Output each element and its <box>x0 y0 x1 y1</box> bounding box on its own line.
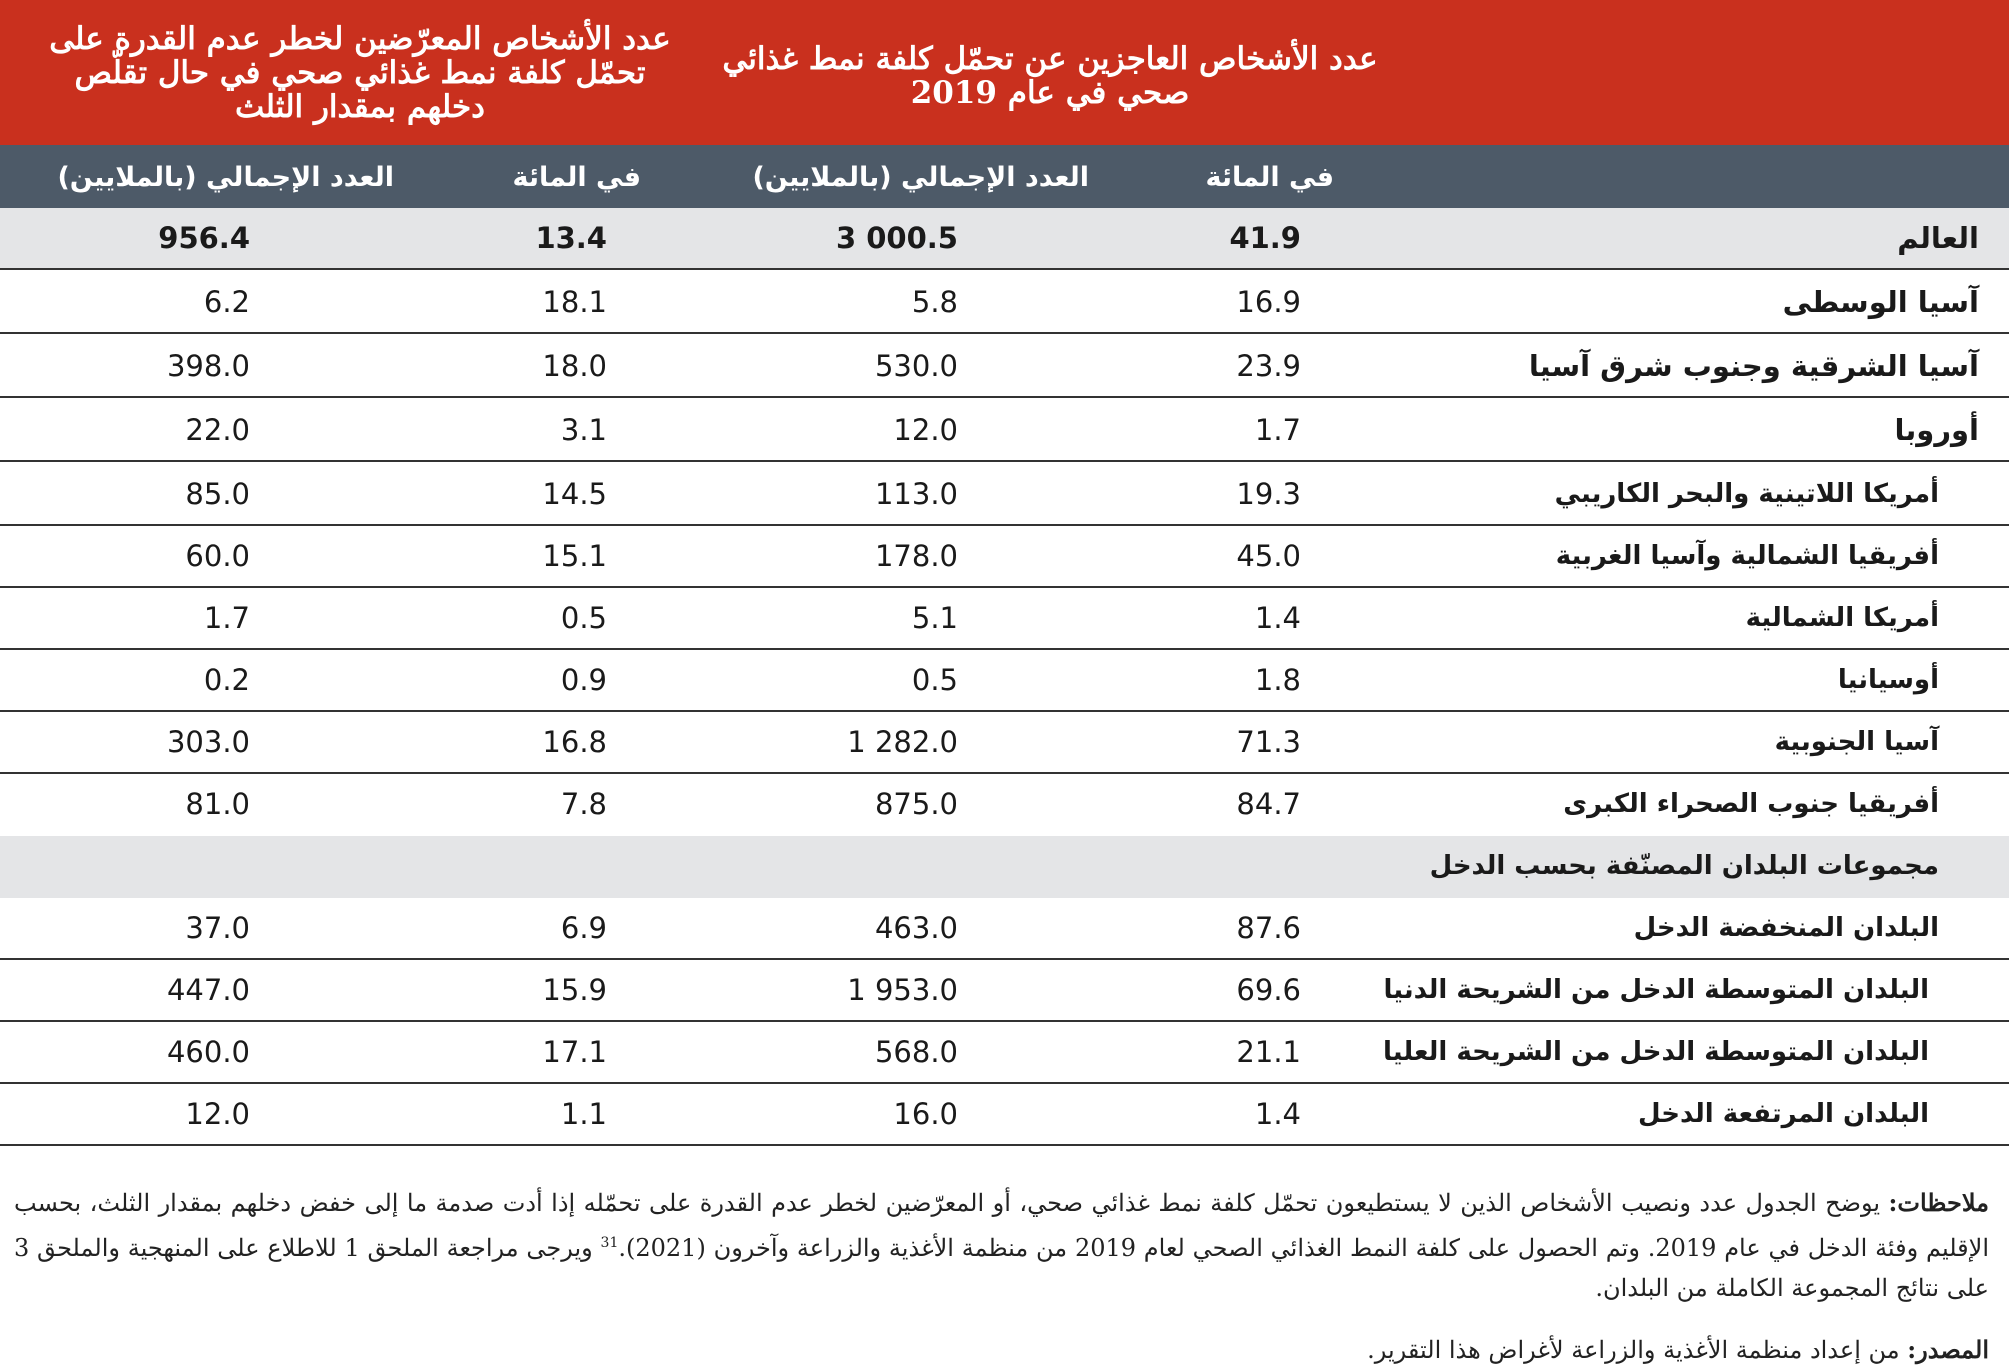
col-header-total-shock: العدد الإجمالي (بالملايين) <box>57 162 394 193</box>
table-source <box>1367 1333 1989 1367</box>
notes-text: يوضح الجدول عدد ونصيب الأشخاص الذين لا يستطيعون تحمّل كلفة نمط غذائي صحي، أو المعرّضين لخطر عدم القدرة على تحمّله إذا أدت صدمة ما إلى خفض دخلهم بمقدار الثلث، بحسب الإقليم وفئة الدخل في عام 2019. وتم الحصول على كلفة النمط الغذائي الصحي لعام 2019 من منظمة الأغذية والزراعة وآخرون (2021). <box>14 1189 1989 1262</box>
col-header-pct-2019: في المائة <box>1205 162 1334 193</box>
row-label: أمريكا اللاتينية والبحر الكاريبي <box>1554 479 1939 509</box>
cell-total-shock: 0.2 <box>203 663 250 697</box>
cell-pct-shock: 7.8 <box>560 787 607 821</box>
table-row <box>0 650 2009 712</box>
row-label: أفريقيا جنوب الصحراء الكبرى <box>1563 789 1939 819</box>
cell-total-shock: 12.0 <box>185 1097 250 1131</box>
cell-pct-shock: 3.1 <box>560 413 607 447</box>
cell-pct-2019: 1.4 <box>1254 601 1301 635</box>
cell-total-shock: 81.0 <box>185 787 250 821</box>
cell-total-shock: 398.0 <box>166 349 250 383</box>
cell-total-shock: 22.0 <box>185 413 250 447</box>
notes-text-continued: ويرجى مراجعة الملحق 1 للاطلاع على المنهجية والملحق 3 على نتائج المجموعة الكاملة من البلدان. <box>14 1234 1989 1302</box>
cell-total-2019: 113.0 <box>874 477 958 511</box>
cell-pct-2019: 71.3 <box>1236 725 1301 759</box>
table-row <box>0 272 2009 334</box>
cell-total-shock: 85.0 <box>185 477 250 511</box>
cell-total-shock: 1.7 <box>203 601 250 635</box>
cell-total-2019: 1 282.0 <box>847 725 958 759</box>
cell-total-shock: 460.0 <box>166 1035 250 1069</box>
table-row <box>0 960 2009 1022</box>
column-group-2019-title: عدد الأشخاص العاجزين عن تحمّل كلفة نمط غذائي صحي في عام 2019 <box>722 41 1378 111</box>
cell-total-shock: 37.0 <box>185 911 250 945</box>
cell-pct-2019: 84.7 <box>1236 787 1301 821</box>
cell-pct-2019: 45.0 <box>1236 539 1301 573</box>
row-label: أفريقيا الشمالية وآسيا الغربية <box>1555 541 1939 571</box>
row-label: أمريكا الشمالية <box>1745 603 1939 633</box>
cell-pct-2019: 21.1 <box>1236 1035 1301 1069</box>
cell-pct-shock: 15.9 <box>542 973 607 1007</box>
table-row <box>0 774 2009 836</box>
cell-total-2019: 1 953.0 <box>847 973 958 1007</box>
cell-total-2019: 0.5 <box>911 663 958 697</box>
row-label: آسيا الوسطى <box>1782 285 1979 319</box>
source-text: من إعداد منظمة الأغذية والزراعة لأغراض هذا التقرير. <box>1367 1336 1908 1364</box>
table-row <box>0 526 2009 588</box>
cell-total-2019: 178.0 <box>874 539 958 573</box>
row-label: البلدان المتوسطة الدخل من الشريحة العليا <box>1382 1037 1929 1067</box>
cell-total-2019: 5.1 <box>911 601 958 635</box>
row-label: البلدان المنخفضة الدخل <box>1633 913 1939 943</box>
cell-pct-shock: 13.4 <box>535 221 607 255</box>
row-label: آسيا الشرقية وجنوب شرق آسيا <box>1528 349 1979 383</box>
source-label: المصدر: <box>1907 1335 1989 1364</box>
cell-pct-2019: 41.9 <box>1229 221 1301 255</box>
cell-pct-shock: 16.8 <box>542 725 607 759</box>
cell-pct-shock: 17.1 <box>542 1035 607 1069</box>
notes-label: ملاحظات: <box>1888 1188 1989 1217</box>
cell-total-2019: 530.0 <box>874 349 958 383</box>
notes-reference: 31 <box>600 1235 619 1251</box>
cell-total-2019: 568.0 <box>874 1035 958 1069</box>
cell-pct-shock: 1.1 <box>560 1097 607 1131</box>
cell-pct-2019: 69.6 <box>1236 973 1301 1007</box>
cell-pct-shock: 0.9 <box>560 663 607 697</box>
cell-pct-2019: 16.9 <box>1236 285 1301 319</box>
cell-pct-2019: 87.6 <box>1236 911 1301 945</box>
cell-pct-shock: 18.1 <box>542 285 607 319</box>
table-row <box>0 336 2009 398</box>
row-label: أوروبا <box>1894 413 1979 447</box>
table-row <box>0 588 2009 650</box>
cell-total-2019: 875.0 <box>874 787 958 821</box>
income-group-heading-row <box>0 836 2009 898</box>
cell-total-2019: 5.8 <box>911 285 958 319</box>
row-label: البلدان المرتفعة الدخل <box>1638 1099 1929 1129</box>
cell-pct-2019: 23.9 <box>1236 349 1301 383</box>
cell-pct-shock: 0.5 <box>560 601 607 635</box>
row-label: آسيا الجنوبية <box>1774 727 1939 757</box>
col-header-total-2019: العدد الإجمالي (بالملايين) <box>752 162 1089 193</box>
table-row <box>0 898 2009 960</box>
row-label: البلدان المتوسطة الدخل من الشريحة الدنيا <box>1383 975 1929 1005</box>
cell-pct-2019: 1.4 <box>1254 1097 1301 1131</box>
table-row <box>0 712 2009 774</box>
cell-total-shock: 60.0 <box>185 539 250 573</box>
cell-pct-2019: 1.8 <box>1254 663 1301 697</box>
table-row <box>0 400 2009 462</box>
cell-pct-shock: 6.9 <box>560 911 607 945</box>
cell-pct-shock: 14.5 <box>542 477 607 511</box>
table-notes <box>14 1183 1989 1308</box>
cell-total-2019: 12.0 <box>893 413 958 447</box>
table-row <box>0 464 2009 526</box>
cell-total-2019: 463.0 <box>874 911 958 945</box>
cell-pct-shock: 18.0 <box>542 349 607 383</box>
cell-pct-shock: 15.1 <box>542 539 607 573</box>
column-group-income-shock-title: عدد الأشخاص المعرّضين لخطر عدم القدرة على تحمّل كلفة نمط غذائي صحي في حال تقلّص دخلهم بمقدار الثلث <box>49 21 671 125</box>
table-row <box>0 1084 2009 1146</box>
row-label: العالم <box>1897 221 1979 255</box>
cell-total-shock: 6.2 <box>203 285 250 319</box>
table-row <box>0 1022 2009 1084</box>
col-header-pct-shock: في المائة <box>512 162 641 193</box>
row-label: أوسيانيا <box>1837 665 1939 695</box>
income-group-heading: مجموعات البلدان المصنّفة بحسب الدخل <box>1429 851 1939 881</box>
cell-total-2019: 16.0 <box>893 1097 958 1131</box>
table-row-world <box>0 208 2009 270</box>
cell-total-shock: 447.0 <box>166 973 250 1007</box>
cell-total-shock: 303.0 <box>166 725 250 759</box>
cell-total-2019: 3 000.5 <box>835 221 958 255</box>
cell-pct-2019: 19.3 <box>1236 477 1301 511</box>
cell-total-shock: 956.4 <box>158 221 250 255</box>
cell-pct-2019: 1.7 <box>1254 413 1301 447</box>
